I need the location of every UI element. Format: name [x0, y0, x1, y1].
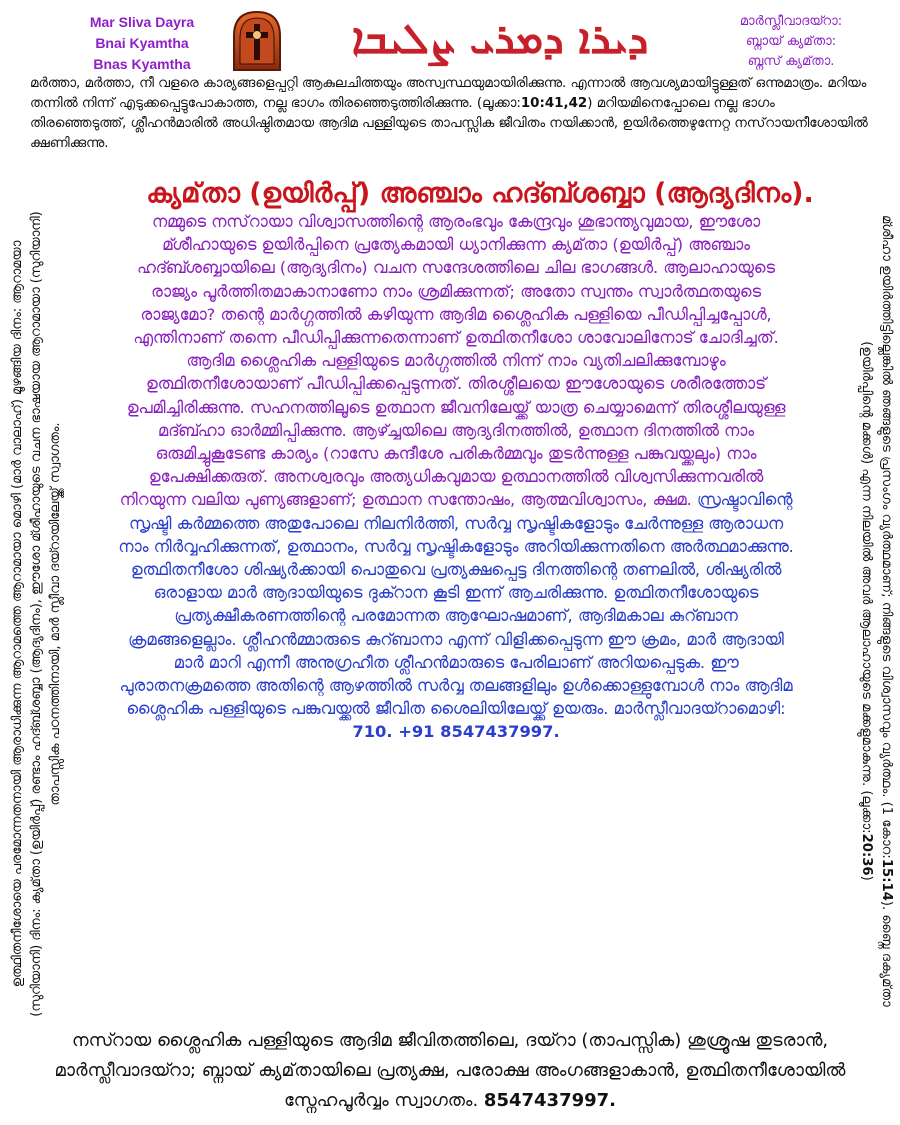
brand-line: ബ്നസ് ക്യമ്‌താ.: [747, 54, 835, 69]
message-part-purple: നമ്മുടെ നസ്‌റായാ വിശ്വാസത്തിന്റെ ആരംഭവും കേന്ദ്രവും ശുഭാന്ത്യവുമായ, ഈശോ മ്ശീഹായുടെ ഉയിർപ്പിനെ പ്രത്യേകമായി ധ്യാനിക്കുന്ന ക്യമ്‌താ (ഉയിർപ്പ്) അഞ്ചാം ഹദ്ബ്ശബ്ബായിലെ (ആദ്യദിനം) വചന സന്ദേശത്തിലെ ചില ഭാഗങ്ങൾ. ആലാഹായുടെ രാജ്യം പൂർത്തിതമാകാനാണോ നാം ശ്രമിക്കുന്നത്; അതോ സ്വന്തം സ്വാർത്ഥതയുടെ രാജ്യമോ? തന്റെ മാർഗ്ഗത്തിൽ കഴിയുന്ന ആദിമ ശ്ലൈഹിക പള്ളിയെ പീഡിപ്പിച്ചപ്പോൾ, എന്തിനാണ് തന്നെ പീഡിപ്പിക്കുന്നതെന്നാണ് ഉത്ഥിതനീശോ ശാവോലിനോട് ചോദിച്ചത്. ആദിമ ശ്ലൈഹിക പള്ളിയുടെ മാർഗ്ഗത്തിൽ നിന്ന് നാം വ്യതിചലിക്കുമ്പോഴും ഉത്ഥിതനീശോയാണ് പീഡിപ്പിക്കപ്പെടുന്നത്. തിരശ്ശീലയെ ഈശോയുടെ ശരീരത്തോട് ഉപമിച്ചിരിക്കുന്നു. സഹനത്തിലൂടെ ഉത്ഥാന ജീവനിലേയ്ക്ക് യാത്ര ചെയ്യാമെന്ന് തിരശ്ശീലയുള്ള മദ്ബ്ഹാ ഓർമ്മിപ്പിക്കുന്നു. ആഴ്ച്ചയിലെ ആദ്യദിനത്തിൽ, ഉത്ഥാന ദിനത്തിൽ നാം ഒരുമിച്ചുകൂടേണ്ട കാര്യം (റാസേ കന്ദീശേ പരികർമ്മവും തുടർന്നുള്ള പങ്കുവയ്ക്കലും) നാം ഉപേക്ഷിക്കരുത്. അനശ്വരവും അത്യധികവുമായ ഉത്ഥാനത്തിൽ വിശ്വസിക്കുന്നവരിൽ നിറയുന്ന വലിയ പുണ്യങ്ങളാണ്; ഉത്ഥാന സന്തോഷം, ആത്മവിശ്വാസം, ക്ഷമ.: [119, 212, 786, 510]
intro-ref-prefix: (ലൂക്കാ:: [476, 96, 521, 111]
side-ref-a: 15:14: [879, 858, 894, 901]
brand-line: Bnas Kyamtha: [93, 56, 191, 72]
side-text-c: ): [859, 875, 875, 881]
side-note-right-text: [808, 196, 896, 1026]
main-message: [118, 210, 794, 744]
side-text-b: ). ബ്നൈ ദക്യമ്‌താ (ഉയിർപ്പിന്റെ മക്കൾ) എന്ന നിലയിൽ അവർ ആലാഹായുടെ മക്കളുമാകുന്നു. (ലൂക്കാ:: [859, 341, 894, 1007]
phone-number: 710. +91 8547437997.: [352, 722, 560, 742]
brand-line: ബ്നായ് ക്യമ്‌താ:: [745, 34, 837, 49]
side-text-a: മ്ശീഹാ ഉയിർത്തിട്ടില്ലെങ്കിൽ ഞങ്ങളുടെ പ്രസംഗം വ്യർത്ഥമാണ്; നിങ്ങളുടെ വിശ്വാസവും വ്യർത്ഥം. (1 കോറ:: [879, 215, 894, 859]
intro-paragraph: [30, 74, 875, 154]
syriac-title: ܕܝܪܐ ܕܡܪܝ ܨܠܝܒܐ: [351, 14, 649, 63]
brand-line: Mar Sliva Dayra: [89, 14, 195, 30]
intro-ref-suffix: ) മറിയമിനെപ്പോലെ നല്ല ഭാഗം തിരഞ്ഞെടുത്ത്, ശ്ലീഹൻമാരിൽ അധിഷ്ഠിതമായ ആദിമ പള്ളിയുടെ താപസ്സിക ജീവിതം നയിക്കാൻ, ഉയിർത്തെഴുന്നേറ്റ നസ്‌റായനീശോയിൽ ക്ഷണിക്കുന്നു.: [30, 96, 868, 151]
brand-name-malayalam: [706, 12, 876, 72]
side-note-right: [808, 196, 896, 1026]
brand-line: മാർസ്ലീവാദയ്റാ:: [739, 14, 843, 29]
header: [0, 0, 900, 78]
message-part-blue: സ്രഷ്ടാവിന്റെ സൃഷ്ടി കർമ്മത്തെ അതുപോലെ നിലനിർത്തി, സർവ്വ സൃഷ്ടികളോടും ചേർന്നുള്ള ആരാധന നാം നിർവ്വഹിക്കുന്നത്, ഉത്ഥാനം, സർവ്വ സൃഷ്ടികളോടും അറിയിക്കുന്നതിനെ അർത്ഥമാക്കുന്നു. ഉത്ഥിതനീശോ ശിഷ്യർക്കായി പൊതുവെ പ്രത്യക്ഷപ്പെട്ട ദിനത്തിന്റെ തണലിൽ, ശിഷ്യരിൽ ഒരാളായ മാർ ആദായിയുടെ ദുക്റാന കൂടി ഇന്ന് ആചരിക്കുന്നു. ഉത്ഥിതനീശോയുടെ പ്രത്യക്ഷീകരണത്തിന്റെ പരമോന്നത ആഘോഷമാണ്, ആദിമകാല കുറ്ബാന ക്രമങ്ങളെല്ലാം. ശ്ലീഹൻമ്മാരുടെ കുറ്ബാനാ എന്ന് വിളിക്കപ്പെടുന്ന ഈ ക്രമം, മാർ ആദായി മാർ മാറി എന്നീ അനുഗ്രഹീത ശ്ലീഹൻമാരുടെ പേരിലാണ് അറിയപ്പെടുക. ഈ പുരാതനക്രമത്തെ അതിന്റെ ആഴത്തിൽ സർവ്വ തലങ്ങളിലും ഉൾക്കൊള്ളുമ്പോൾ നാം ആദിമ ശ്ലൈഹിക പള്ളിയുടെ പങ്കുവയ്ക്കൽ ജീവിത ശൈലിയിലേയ്ക്ക് ഉയരും. മാർസ്ലീവാദയ്റാമൊഴി:: [118, 490, 794, 719]
side-ref-b: 20:36: [859, 833, 875, 876]
intro-text: മർത്താ, മർത്താ, നീ വളരെ കാര്യങ്ങളെപ്പറ്റി ആകുലചിത്തയും അസ്വസ്ഥയുമായിരിക്കുന്നു. എന്നാൽ ആവശ്യമായിട്ടുള്ളത് ഒന്നുമാത്രം. മറിയം തന്നിൽ നിന്ന് എടുക്കപ്പെട്ടുപോകാത്ത, നല്ല ഭാഗം തിരഞ്ഞെടുത്തിരിക്കുന്നു.: [30, 76, 867, 111]
brand-line: Bnai Kyamtha: [95, 35, 189, 51]
footer-invitation: [20, 1026, 880, 1116]
brand-name-english: [52, 12, 232, 75]
cross-shield-emblem-icon: [228, 8, 286, 72]
footer-text: നസ്റായ ശ്ലൈഹിക പള്ളിയുടെ ആദിമ ജീവിതത്തിലെ, ദയ്റാ (താപസ്സിക) ശുശ്രൂഷ തുടരാൻ, മാർസ്ലീവാദയ്റാ; ബ്നായ് ക്യമ്‌തായിലെ പ്രത്യക്ഷ, പരോക്ഷ അംഗങ്ങളാകാൻ, ഉത്ഥിതനീശോയിൽ സ്നേഹപൂർവ്വം സ്വാഗതം.: [54, 1030, 846, 1111]
footer-phone: 8547437997.: [483, 1090, 617, 1111]
intro-ref-number: 10:41,42: [520, 96, 588, 111]
side-note-left: [8, 208, 104, 1020]
side-note-left-text: ഉത്ഥിതനീശോയെ പരമോന്നതനായി ആരാധിക്കുന്ന ആറാമത്തെ ആറാമായാ മൊഴി (മാർ വാലാഹ്) മൂഴങ്ങിയ ദിനം: ആറാമയാ (സുറിയാനി) ദിനം: ക്യമ്‌താ (ഉയിർപ്പ്) രണ്ടാം ഹദ്ബ്ശബ്ബാ (ആദ്യദിനം), ഈശോ മ്ശീഹായുടെ വചന ഭാഷയായ ആറാമായാ (സുറിയാനി) താപസ്സിക പഠനത്തിനായി, മാർ സ്ലീവാ ദയ്റായിലേയ്ക്ക് സ്വാഗതം.: [10, 211, 63, 1017]
page-title: ക്യമ്‌താ (ഉയിർപ്പ്) അഞ്ചാം ഹദ്ബ്ശബ്ബാ (ആദ്യദിനം).: [146, 178, 814, 209]
